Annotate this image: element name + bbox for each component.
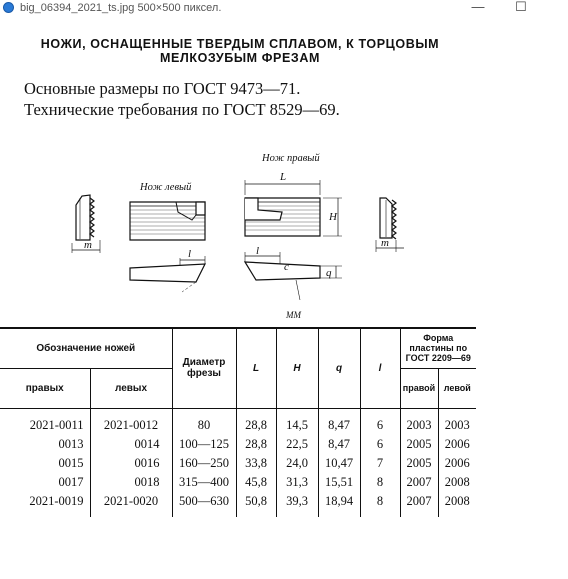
cell-l: 7 [360, 454, 400, 473]
document-title [30, 37, 450, 65]
left-knife-label: Нож левый [140, 182, 192, 193]
cell-left: 2021-0012 [90, 416, 172, 435]
diameter-header: Диаметр фрезы [172, 328, 236, 408]
cell-plate-right: 2005 [400, 454, 438, 473]
table-row [0, 473, 476, 492]
cell-left: 0018 [90, 473, 172, 492]
H-header: H [276, 328, 318, 408]
cell-right: 2021-0019 [29, 494, 84, 508]
plate-left-header: левой [438, 368, 476, 408]
cell-right: 0013 [58, 437, 84, 451]
dim-H-label: H [329, 211, 337, 223]
cell-H: 24,0 [276, 454, 318, 473]
cell-diameter: 500—630 [172, 492, 236, 511]
plate-form-header: Форма пластины по ГОСТ 2209—69 [400, 328, 476, 368]
cell-plate-left: 2006 [438, 454, 476, 473]
cell-l: 6 [360, 435, 400, 454]
dim-L-label: L [280, 171, 287, 183]
cell-q: 18,94 [318, 492, 360, 511]
cell-q: 8,47 [318, 416, 360, 435]
document-title-line2: МЕЛКОЗУБЫМ ФРЕЗАМ [160, 51, 320, 65]
cell-right: 0017 [58, 475, 84, 489]
cell-l: 8 [360, 473, 400, 492]
cell-plate-left: 2003 [438, 416, 476, 435]
cell-H: 31,3 [276, 473, 318, 492]
cell-diameter: 80 [172, 416, 236, 435]
app-icon [3, 2, 14, 13]
cell-q: 8,47 [318, 435, 360, 454]
table-row [0, 435, 476, 454]
window-title: big_06394_2021_ts.jpg 500×500 пиксел. [20, 2, 222, 14]
dim-q-label: q [326, 267, 332, 279]
cell-q: 10,47 [318, 454, 360, 473]
cell-L: 33,8 [236, 454, 276, 473]
plate-right-header: правой [400, 368, 438, 408]
right-knife-label: Нож правый [262, 153, 320, 164]
dim-m-right-label: m [381, 237, 389, 249]
dim-l-left-label: l [188, 248, 192, 260]
cell-diameter: 315—400 [172, 473, 236, 492]
cell-q: 15,51 [318, 473, 360, 492]
document-title-line1: НОЖИ, ОСНАЩЕННЫЕ ТВЕРДЫМ СПЛАВОМ, К ТОРЦОВЫМ [40, 37, 440, 51]
right-knife-front-view [245, 180, 342, 236]
cell-plate-right: 2003 [400, 416, 438, 435]
cell-plate-right: 2005 [400, 435, 438, 454]
cell-left: 0014 [90, 435, 172, 454]
left-knife-top-view [130, 256, 205, 292]
cell-plate-left: 2008 [438, 473, 476, 492]
cell-plate-right: 2007 [400, 473, 438, 492]
l-header: l [360, 328, 400, 408]
cell-L: 28,8 [236, 416, 276, 435]
cell-left: 0016 [90, 454, 172, 473]
cell-plate-right: 2007 [400, 492, 438, 511]
table-row [0, 416, 476, 435]
cell-right: 2021-0011 [29, 418, 84, 432]
window-titlebar [0, 0, 568, 18]
L-header: L [236, 328, 276, 408]
cell-plate-left: 2008 [438, 492, 476, 511]
right-header: правых [0, 368, 90, 408]
minimize-button[interactable]: — [471, 0, 485, 14]
cell-plate-left: 2006 [438, 435, 476, 454]
cell-left: 2021-0020 [90, 492, 172, 511]
knife-drawing [0, 140, 568, 325]
cell-l: 6 [360, 416, 400, 435]
dim-c-label: c [284, 261, 289, 273]
cell-l: 8 [360, 492, 400, 511]
left-knife-front-view [130, 202, 205, 240]
dim-l-right-label: l [256, 245, 260, 257]
cell-diameter: 160—250 [172, 454, 236, 473]
q-header: q [318, 328, 360, 408]
left-header: левых [90, 368, 172, 408]
table-row [0, 454, 476, 473]
cell-H: 22,5 [276, 435, 318, 454]
designation-header: Обозначение ножей [0, 328, 172, 368]
dim-m-left-label: m [84, 239, 92, 251]
cell-L: 50,8 [236, 492, 276, 511]
cell-L: 45,8 [236, 473, 276, 492]
cell-diameter: 100—125 [172, 435, 236, 454]
cell-right: 0015 [58, 456, 84, 470]
unit-mm-label: ММ [286, 310, 301, 320]
cell-L: 28,8 [236, 435, 276, 454]
cell-H: 39,3 [276, 492, 318, 511]
knife-spec-table [0, 327, 476, 517]
standard-requirements: Технические требования по ГОСТ 8529—69. [24, 100, 340, 119]
table-row [0, 492, 476, 511]
standard-dimensions: Основные размеры по ГОСТ 9473—71. [24, 79, 301, 98]
maximize-button[interactable]: ☐ [515, 0, 527, 14]
cell-H: 14,5 [276, 416, 318, 435]
